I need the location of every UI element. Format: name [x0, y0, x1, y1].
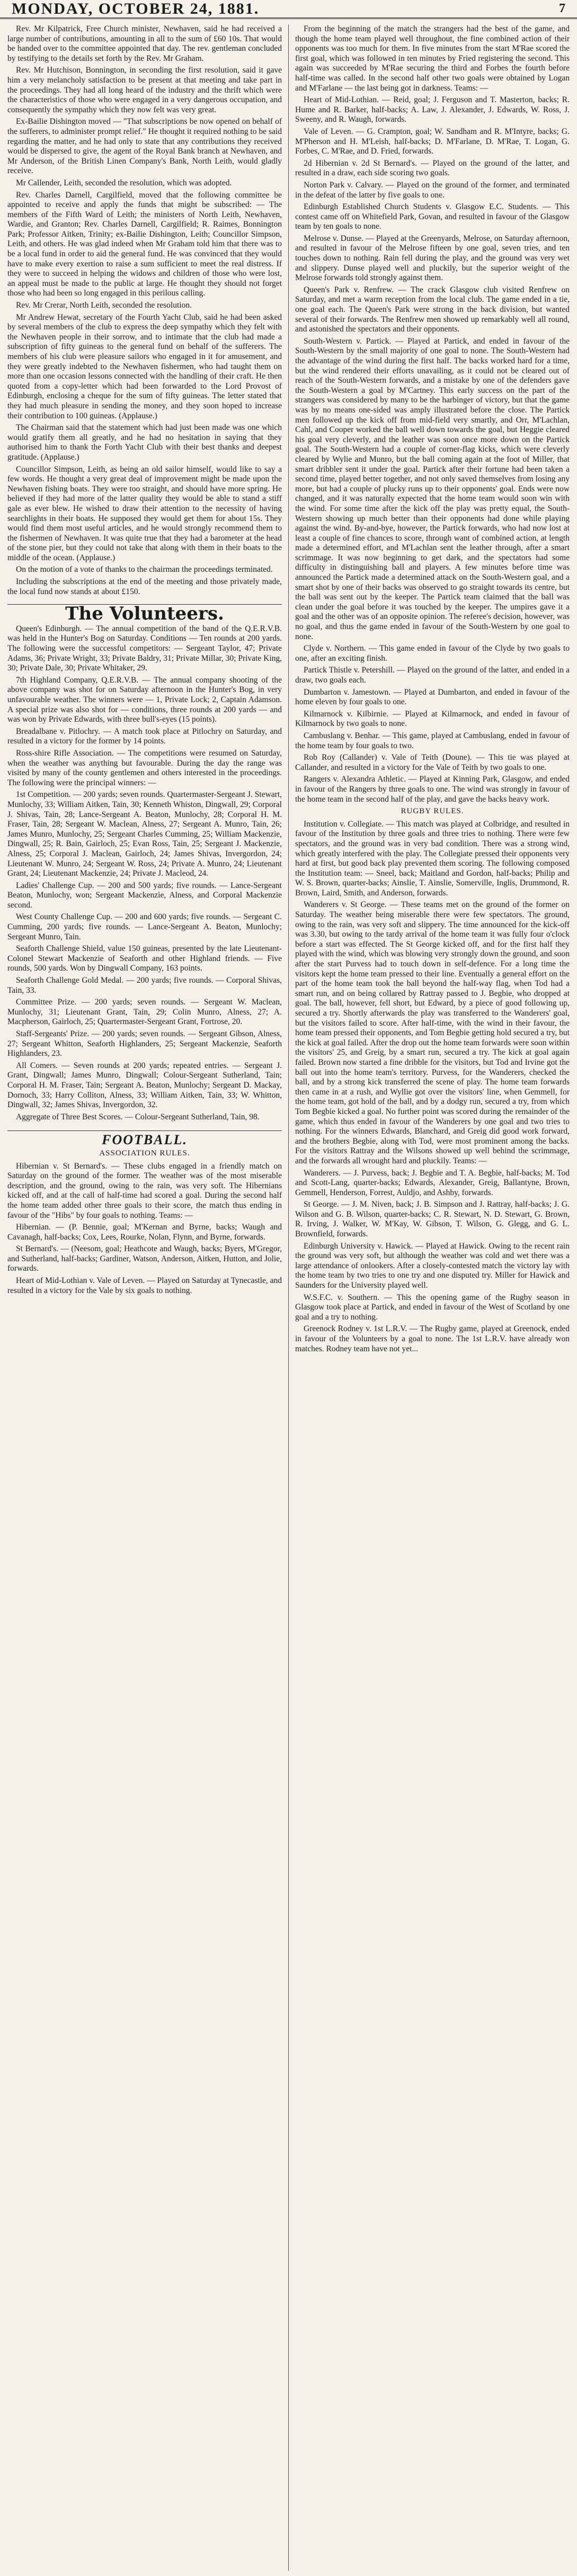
paragraph: Seaforth Challenge Shield, value 150 guineas, presented by the late Lieutenant-Colonel Stewart Mackenzie of Seaforth and other Highland friends. — Five rounds, 500 yards. Won by Dingwall Company, 163 points.: [7, 944, 282, 973]
page-number: 7: [559, 2, 565, 15]
right-column: [288, 24, 570, 2571]
paragraph: 2d Hibernian v. 2d St Bernard's. — Played on the ground of the latter, and resulted in a draw, each side scoring two goals.: [295, 158, 570, 178]
paragraph: South-Western v. Partick. — Played at Partick, and ended in favour of the South-Western by the small majority of one goal to none. The South-Western had the advantage of the wind during the first half. The backs worked hard for a time, but the wind rendered their efforts unavailing, as it could not be cleared out of reach of the South-Western forwards, and a mistake by one of the defenders gave the South-Western a goal by M'Cartney. This early success on the part of the strangers was considered by many to be the harbinger of victory, but that the game was by no means one-sided was amply illustrated before the close. The Partick men followed up the kick off from mid-field very smartly, and Orr, M'Lachlan, Cahl, and Cooper worked the ball well down towards the goal, but Heggie cleared his goal very cleverly, and the leather was soon once more down on the Partick goal. The South-Western had a couple of corner-flag kicks, which were cleverly cleared by Wylie and Munro, but the ball coming again at the foot of Miller, that smart dribbler sent it under the goal. Partick after their fortune had been taken a second time, played better together, and not only saved themselves from losing any more, but had a couple of plucky runs up to their opponents' goal. Ends were now changed, and it was naturally expected that the home team would soon win with the wind. For some time after the kick off the play was pretty equal, the South-Western showing up much better than their opponents had done while playing against the wind. By-and-bye, however, the Partick forwards, who had now lost at least a couple of fine chances to score, through want of combined action, at length made a determined effort, and M'Lachlan sent the leather through, after a smart scrimmage. It was now beginning to get dark, and the spectators had some difficulty in distinguishing ball and players. A few minutes before time was announced the Partick made a determined attack on the South-Western goal, and a smart shot by one of their backs was observed to go straight towards its centre, but the ball was sent out by the keeper. The Partick team claimed that the ball was clean under the goal before it was touched by the keeper. The umpires gave it a goal and the other was of an opposite opinion. The referee's decision, however, was no goal, and thus the game ended in favour of the South-Western by one goal to none.: [295, 336, 570, 641]
issue-date: MONDAY, OCTOBER 24, 1881.: [12, 0, 260, 17]
football-heading: FOOTBALL.: [7, 1130, 282, 1145]
association-rules-subhead: ASSOCIATION RULES.: [99, 1148, 190, 1157]
paragraph: W.S.F.C. v. Southern. — This the opening game of the Rugby season in Glasgow took place at Partick, and ended in favour of the West of Scotland by one goal and a try to nothing.: [295, 1293, 570, 1322]
paragraph: Hibernian. — (P. Bennie, goal; M'Kernan and Byrne, backs; Waugh and Cavanagh, half-backs; Cox, Lees, Rourke, Nolan, Flynn, and Byrne, forwards.: [7, 1223, 282, 1242]
paragraph: Mr Andrew Hewat, secretary of the Fourth Yacht Club, said he had been asked by several members of the club to express the deep sympathy which they felt with the Newhaven people in their sorrow, and to intimate that the club had made a subscription of fifty guineas to the general fund on behalf of the sufferers. The members of his club were pleasure sailors who engaged in it for amusement, and they were greatly indebted to the Newhaven fishermen, who had taught them on more than one occasion lessons connected with the handling of their craft. He then quoted from a copy-letter which had been forwarded to the Lord Provost of Edinburgh, enclosing a cheque for the sum of fifty guineas. The letter stated that they had much pleasure in sending the money, and they soon hoped to increase their contribution to 100 guineas. (Applause.): [7, 312, 282, 420]
volunteers-article: [7, 624, 282, 1123]
paragraph: Wanderers. — J. Purvess, back; J. Begbie and T. A. Begbie, half-backs; M. Tod and Scott-Lang, quarter-backs; Edwards, Alexander, Greig, Ballantyne, Brown, Gemmell, Henderson, Forrest, Auldjo, and Ashby, forwards.: [295, 1168, 570, 1197]
paragraph: Edinburgh Established Church Students v. Glasgow E.C. Students. — This contest came off on Whitefield Park, Govan, and resulted in favour of the Glasgow team by ten goals to none.: [295, 202, 570, 231]
paragraph: St George. — J. M. Niven, back; J. B. Simpson and J. Rattray, half-backs; J. G. Wilson and G. B. Wilson, quarter-backs; C. R. Stewart, N. D. Stewart, G. Brown, R. Irving, J. Walker, W. M'Kay, W. Gibson, T. Wilson, G. Glegg, and G. L. Brownfield, forwards.: [295, 1200, 570, 1239]
paragraph: Rob Roy (Callander) v. Vale of Teith (Doune). — This tie was played at Callander, and resulted in a victory for the Vale of Teith by two goals to one.: [295, 753, 570, 772]
paragraph: Melrose v. Dunse. — Played at the Greenyards, Melrose, on Saturday afternoon, and resulted in favour of the Melrose fifteen by one goal, seven tries, and ten touches down to nothing. Rain fell during the play, and the ground was very wet and slippery. Dunse played well and pluckily, but the superior weight of the Melrose forwards told strongly against them.: [295, 234, 570, 283]
paragraph: Heart of Mid-Lothian. — Reid, goal; J. Ferguson and T. Masterton, backs; R. Hume and R. Barker, half-backs; A. Law, J. Alexander, J. Edwards, W. Ross, J. Sweeny, and R. Waugh, forwards.: [295, 95, 570, 124]
paragraph: Queen's Edinburgh. — The annual competition of the band of the Q.E.R.V.B. was held in the Hunter's Bog on Saturday. Conditions — Ten rounds at 200 yards. The following were the successful competitors: — Sergeant Taylor, 47; Private Adams, 36; Private Wright, 33; Private Baldry, 31; Private Millar, 30; Private King, 30; Private Dale, 30; Private Whitaker, 29.: [7, 624, 282, 673]
paragraph: Edinburgh University v. Hawick. — Played at Hawick. Owing to the recent rain the ground was very soft, but although the weather was cold and wet there was a large attendance of onlookers. After a closely-contested match the victory lay with the home team by two tries to one try and one disputed try. Miller for Hawick and Saunders for the University played well.: [295, 1241, 570, 1290]
paragraph: Greenock Rodney v. 1st L.R.V. — The Rugby game, played at Greenock, ended in favour of the Volunteers by a goal to none. The 1st L.R.V. have already won matches. Rodney team have not yet...: [295, 1324, 570, 1353]
rugby-rules-subhead: RUGBY RULES.: [401, 807, 464, 816]
football-results-article: [295, 24, 570, 804]
paragraph: Vale of Leven. — G. Crampton, goal; W. Sandham and R. M'Intyre, backs; G. M'Pherson and H. M'Leish, half-backs; D. M'Farlane, D. M'Rae, T. Logan, G. Forbes, C. M'Rae, and D. Fried, forwards.: [295, 127, 570, 156]
paragraph: Councillor Simpson, Leith, as being an old sailor himself, would like to say a few words. He thought a very great deal of improvement might be made upon the Newhaven fishing boats. They were too straight, and should have more spring. He believed if they had more of the latter quality they would be able to stand a stiff gale as ever blew. He wished to draw their attention to the necessity of having searchlights in their boats. He supposed they would get them for about 15s. They would find them most useful articles, and he would strongly recommend them to the fishermen of Newhaven. It was quite true that they had a barometer at the head of the stone pier, but they could not take that along with them in their boats to the middle of the ocean. (Applause.): [7, 464, 282, 562]
rugby-article: [295, 820, 570, 1354]
paragraph: Rev. Mr Crerar, North Leith, seconded the resolution.: [16, 301, 192, 310]
paragraph: All Comers. — Seven rounds at 200 yards; repeated entries. — Sergeant J. Grant, Dingwall; James Munro, Dingwall; Colour-Sergeant Sutherland, Tain; Corporal H. M. Fraser, Tain; Sergeant A. Beaton, Munlochy; Sergeant D. Mackay, Dornoch, 33; Harry Colliton, Alness, 33; William Aitken, Tain, 33; W. Whitton, Dingwall, 32; James Shivas, Invergordon, 32.: [7, 1061, 282, 1110]
paragraph: On the motion of a vote of thanks to the chairman the proceedings terminated.: [16, 565, 273, 575]
paragraph: Ross-shire Rifle Association. — The competitions were resumed on Saturday, when the weather was anything but favourable. During the day the range was visited by many of the county gentlemen and others interested in the proceedings. The following were the principal winners: —: [7, 748, 282, 787]
paragraph: Clyde v. Northern. — This game ended in favour of the Clyde by two goals to one, after an exciting finish.: [295, 644, 570, 663]
paragraph: Partick Thistle v. Petershill. — Played on the ground of the latter, and ended in a draw, two goals each.: [295, 666, 570, 685]
paragraph: Rangers v. Alexandra Athletic. — Played at Kinning Park, Glasgow, and ended in favour of the Rangers by three goals to one. The wind was strongly in favour of the home team in the second half of the play, and gave the backs heavy work.: [295, 775, 570, 804]
paragraph: Rev. Mr Kilpatrick, Free Church minister, Newhaven, said he had received a large number of contributions, amounting in all to the sum of £60 10s. That would be handed over to the committee appointed that day. The rev. gentleman concluded by testifying to the details set forth by the Rev. Mr Graham.: [7, 24, 282, 63]
paragraph: The Chairman said that the statement which had just been made was one which would gratify them all greatly, and he had no hesitation in saying that they authorised him to thank the Forth Yacht Club with their best thanks and deepest gratitude. (Applause.): [7, 423, 282, 462]
paragraph: Aggregate of Three Best Scores. — Colour-Sergeant Sutherland, Tain, 98.: [16, 1112, 260, 1121]
newhaven-relief-article: [7, 24, 282, 597]
paragraph: Mr Callender, Leith, seconded the resolution, which was adopted.: [16, 178, 232, 187]
left-column: [7, 24, 282, 2571]
paragraph: Rev. Charles Darnell, Cargilfield, moved that the following committee be appointed to receive and apply the funds that might be subscribed: — The members of the Fifth Ward of Leith; the ministers of North Leith, Newhaven, Wardie, and Granton; Rev. Charles Darnell, Cargilfield; R. Raimes, Bonnington Park; Professor Aitken, Trinity; ex-Bailie Dishington, Leith; Councillor Simpson, Leith, and others. He was glad indeed when Mr Graham told him that there was to be a local fund in order to aid the general fund. He was convinced that they would have to make every exertion to raise a sum sufficient to meet the real distress. If they were to succeed in helping the widows and children of those who were lost, an appeal must be made to the public at large. He thought they should not forget those who had been so long engaged in this perilous calling.: [7, 190, 282, 298]
paragraph: Ladies' Challenge Cup. — 200 and 500 yards; five rounds. — Lance-Sergeant Beaton, Munlochy, won; Sergeant Mackenzie, Alness, and Corporal Mackenzie second.: [7, 881, 282, 910]
paragraph: Breadalbane v. Pitlochry. — A match took place at Pitlochry on Saturday, and resulted in a victory for the former by 14 points.: [7, 726, 282, 746]
paragraph: Queen's Park v. Renfrew. — The crack Glasgow club visited Renfrew on Saturday, and met a warm reception from the local club. The game ended in a tie, one goal each. The Queen's Park were strong in the back division, but wanted several of their forwards. The Renfrew men showed up remarkably well all round, and astonished the spectators and their opponents.: [295, 285, 570, 334]
paragraph: Rev. Mr Hutchison, Bonnington, in seconding the first resolution, said it gave him a very melancholy satisfaction to be present at that meeting and take part in the proceedings. They had all long heard of the industry and the thrift which were the characteristics of those who were engaged in a very dangerous occupation, and consequently the sympathy which they now felt was very great.: [7, 66, 282, 114]
paragraph: Ex-Bailie Dishington moved — "That subscriptions be now opened on behalf of the sufferers, to administer prompt relief." He thought it required nothing to be said regarding the matter, and he had only to state that any contributions they received would be dispersed to give, the agent of the Royal Bank branch at Newhaven, and Mr Anderson, of the British Linen Company's Bank, North Leith, would gladly receive.: [7, 117, 282, 176]
paragraph: Wanderers v. St George. — These teams met on the ground of the former on Saturday. The weather being miserable there were few spectators. The ground, owing to the rain, was very soft and slippery. The time announced for the kick-off was 3.30, but owing to the tardy arrival of the home team it was fully four o'clock before a start was effected. The St George kicked off, and for the first half they played with the wind, which was blowing very strongly down the ground, and soon after the start Purvess had to touch down in self-defence. For a long time the visitors kept the home team pressed to their line. Eventually a general effort on the part of the home team took the ball beyond the half-way flag, when Tod had a smart run, and on being collared by Rattray passed to J. Begbie, who dropped at goal. The ball, however, fell short, but Edward, by a piece of good following up, secured a try. Shortly afterwards the play was transferred to the Wanderers' goal, but the visitors failed to score. After half-time, with the wind in their favour, the home team pressed their opponents, and Tom Begbie getting hold secured a try, but the kick at goal failed. After the drop out the home team forwards were soon within the visitors' 25, and Greig, by a smart run, secured a try. The kick at goal again failed. Brown now started a fine dribble for the visitors, but Tod and Irvine got the ball out into the home team's territory. Purvess, for the Wanderers, checked the ball, and by a strong kick transferred the scene of play. The home team forwards then came in at a rush, and Wyllie got over the visitors' line, when Gemmell, for the home team, got hold of the ball, and by a dodgy run, secured a try, from which Tom Begbie kicked a goal. No further point was scored during the remainder of the game, which thus ended in favour of the Wanderers by one goal and two tries to nothing. For the winners Edwards, Blanchard, and Greig did good work forward, and the brothers Begbie, along with Tod, were most prominent among the backs. For the visitors Rattray and the Wilsons showed up well behind the scrimmage, and the forwards all wrought hard and pluckily. Teams: —: [295, 900, 570, 1165]
masthead: [0, 0, 577, 19]
football-article: [7, 1162, 282, 1296]
paragraph: West County Challenge Cup. — 200 and 600 yards; five rounds. — Sergeant C. Cumming, 200 yards; five rounds. — Lance-Sergeant A. Beaton, Munlochy; Sergeant Munro, Tain.: [7, 912, 282, 941]
paragraph: Norton Park v. Calvary. — Played on the ground of the former, and terminated in the defeat of the latter by five goals to one.: [295, 180, 570, 200]
paragraph: Kilmarnock v. Kilbirnie. — Played at Kilmarnock, and ended in favour of Kilmarnock by two goals to none.: [295, 709, 570, 729]
paragraph: Seaforth Challenge Gold Medal. — 200 yards; five rounds. — Corporal Shivas, Tain, 33.: [7, 976, 282, 995]
paragraph: Heart of Mid-Lothian v. Vale of Leven. — Played on Saturday at Tynecastle, and resulted in a victory for the Vale by six goals to nothing.: [7, 1276, 282, 1295]
paragraph: St Bernard's. — (Neesom, goal; Heathcote and Waugh, backs; Byers, M'Gregor, and Sutherland, half-backs; Gardiner, Watson, Anderson, Aitken, Hutton, and Jolie, forwards.: [7, 1244, 282, 1273]
paragraph: Dumbarton v. Jamestown. — Played at Dumbarton, and ended in favour of the home eleven by four goals to one.: [295, 687, 570, 707]
paragraph: Including the subscriptions at the end of the meeting and those privately made, the local fund now stands at about £150.: [7, 577, 282, 596]
paragraph: 7th Highland Company, Q.E.R.V.B. — The annual company shooting of the above company was shot for on Saturday afternoon in the Hunter's Bog, in very unfavourable weather. The winners were — 1, Private Lock; 2, Captain Adamson. A special prize was also shot for — conditions, three rounds at 200 yards — and was won by Private Edwards, with three bull's-eyes (15 points).: [7, 675, 282, 724]
paragraph: From the beginning of the match the strangers had the best of the game, and though the home team played well throughout, the fine combined action of their opponents was too much for them. In five minutes from the start M'Rae scored the first goal, which was followed in ten minutes by Fried registering the second. This again was succeeded by M'Rae securing the third and Forbes the fourth before half-time was called. In the second half other two goals were obtained by Logan and M'Farlane — the last being got in darkness. Teams: —: [295, 24, 570, 93]
paragraph: Hibernian v. St Bernard's. — These clubs engaged in a friendly match on Saturday on the ground of the former. The weather was of the most miserable description, and the ground, owing to the rain, was very soft. The Hibernians kicked off, and at the call of half-time had scored a goal. During the second half the home team added other three goals to their score, the match thus ending in favour of the "Hibs" by four goals to nothing. Teams: —: [7, 1161, 282, 1220]
paragraph: Institution v. Collegiate. — This match was played at Colbridge, and resulted in favour of the Institution by three goals and three tries to nothing. There were few spectators, and the ground was in very bad condition. There was a strong wind, which greatly interfered with the play. The Collegiate pressed their opponents very hard at first, but good back play prevented them scoring. The following composed the Institution team: — Sneel, back; Maitland and Gordon, half-backs; Philip and W. S. Brown, quarter-backs; Ainslie, T. Ainslie, Somerville, Inglis, Drummond, R. Brown, Laird, Smith, and Anderson, forwards.: [295, 819, 570, 897]
article-columns: [7, 24, 570, 2571]
volunteers-heading: The Volunteers.: [7, 604, 282, 619]
paragraph: 1st Competition. — 200 yards; seven rounds. Quartermaster-Sergeant J. Stewart, Munlochy, 33; William Aitken, Tain, 30; Kenneth Whiston, Dingwall, 29; Corporal J. Shivas, Tain, 28; Lance-Sergeant A. Beaton, Munlochy, 28; Corporal H. M. Fraser, Tain, 28; Sergeant W. Maclean, Alness, 27; Sergeant A. Munro, Tain, 26; James Munro, Munlochy, 25; Sergeant Charles Cumming, 25; William Mackenzie, Dingwall, 25; R. Bain, Gairloch, 25; Evan Ross, Tain, 25; Sergeant J. Mackenzie, Alness, 25; Corporal J. Maclean, Gairloch, 24; James Shivas, Invergordon, 24; Lieutenant W. Munro, 24; Sergeant W. Ross, 24; Private A. Munro, 24; Lieutenant Grant, 24; Lieutenant Mackenzie, 24; Private J. Macleod, 24.: [7, 790, 282, 878]
paragraph: Cambuslang v. Benhar. — This game, played at Cambuslang, ended in favour of the home team by four goals to two.: [295, 731, 570, 750]
paragraph: Staff-Sergeants' Prize. — 200 yards; seven rounds. — Sergeant Gibson, Alness, 27; Sergeant Whitton, Seaforth Highlanders, 25; Sergeant Mackenzie, Seaforth Highlanders, 23.: [7, 1029, 282, 1058]
paragraph: Committee Prize. — 200 yards; seven rounds. — Sergeant W. Maclean, Munlochy, 31; Lieutenant Grant, Tain, 29; Colin Munro, Alness, 27; A. Macpherson, Gairloch, 25; Quartermaster-Sergeant Grant, Fortrose, 20.: [7, 998, 282, 1027]
